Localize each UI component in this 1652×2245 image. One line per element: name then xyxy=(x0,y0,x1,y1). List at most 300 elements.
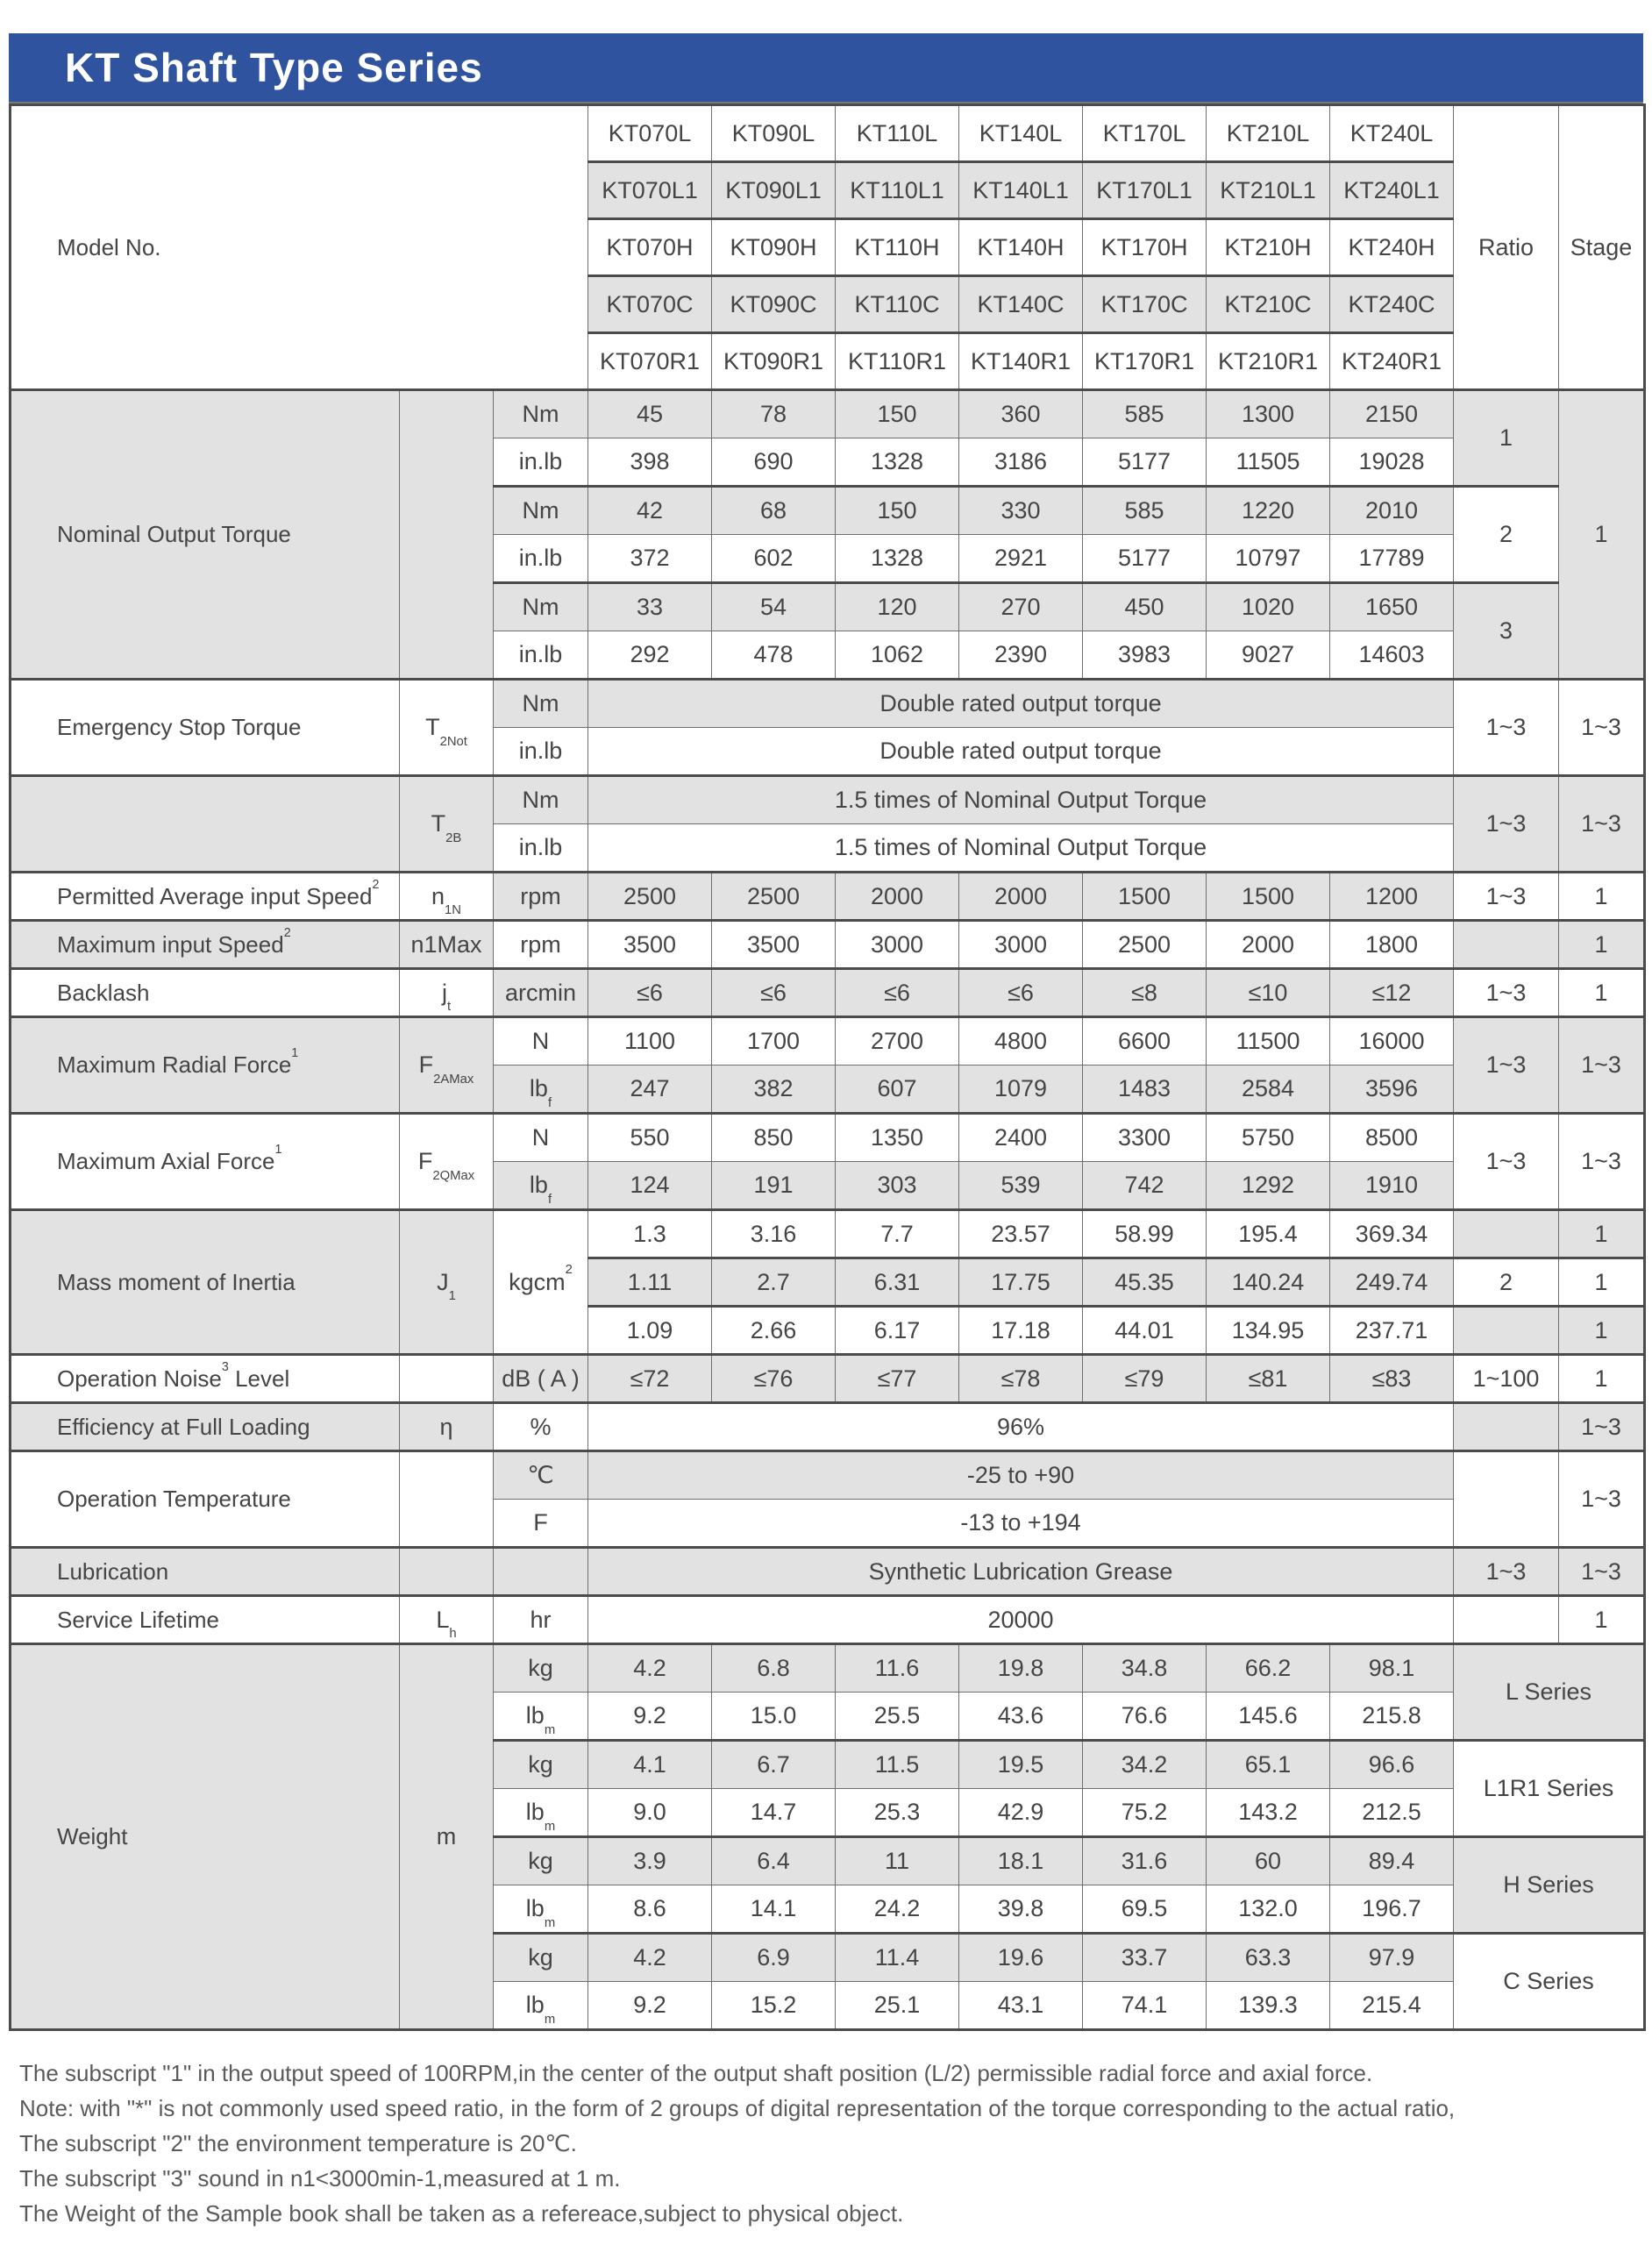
value-cell: 2.7 xyxy=(712,1258,836,1307)
value-cell: 1.09 xyxy=(588,1307,712,1355)
value-cell: 9.2 xyxy=(588,1693,712,1741)
value-cell: 16000 xyxy=(1330,1017,1454,1065)
model-cell: KT210L xyxy=(1207,105,1330,162)
value-cell: 63.3 xyxy=(1207,1934,1330,1982)
symbol-cell: n1Max xyxy=(400,921,494,969)
stage-value: 1~3 xyxy=(1559,776,1645,873)
value-cell: 89.4 xyxy=(1330,1837,1454,1885)
spec-row xyxy=(11,1451,1645,1500)
value-cell: -13 to +194 xyxy=(588,1500,1454,1548)
value-cell: 60 xyxy=(1207,1837,1330,1885)
footnote-line: The subscript "1" in the output speed of 100RPM,in the center of the output shaft position (L/2) permissible radial force and axial force. xyxy=(19,2060,1373,2086)
stage-value: 1~3 xyxy=(1559,1548,1645,1596)
value-cell: 11 xyxy=(836,1837,959,1885)
stage-value: 1 xyxy=(1559,1596,1645,1644)
value-cell: 69.5 xyxy=(1083,1885,1207,1934)
value-cell: Synthetic Lubrication Grease xyxy=(588,1548,1454,1596)
value-cell: 6.7 xyxy=(712,1741,836,1789)
value-cell: 2700 xyxy=(836,1017,959,1065)
value-cell: 44.01 xyxy=(1083,1307,1207,1355)
value-cell: 303 xyxy=(836,1162,959,1210)
value-cell: 2000 xyxy=(959,873,1083,921)
model-cell: KT110L1 xyxy=(836,162,959,219)
row-label: Service Lifetime xyxy=(11,1596,400,1644)
model-cell: KT090R1 xyxy=(712,333,836,390)
spec-row xyxy=(11,1210,1645,1258)
value-cell: 3500 xyxy=(588,921,712,969)
value-cell: 1483 xyxy=(1083,1065,1207,1114)
spec-row xyxy=(11,390,1645,438)
ratio-header: Ratio xyxy=(1454,105,1559,390)
value-cell: 1500 xyxy=(1083,873,1207,921)
value-cell: 42 xyxy=(588,487,712,535)
spec-row xyxy=(11,969,1645,1017)
value-cell: ≤10 xyxy=(1207,969,1330,1017)
value-cell: 382 xyxy=(712,1065,836,1114)
value-cell: 124 xyxy=(588,1162,712,1210)
value-cell: 550 xyxy=(588,1114,712,1162)
value-cell: ≤12 xyxy=(1330,969,1454,1017)
row-label: Maximum Axial Force$^1$ xyxy=(11,1114,400,1210)
value-cell: ≤6 xyxy=(959,969,1083,1017)
stage-value: 1 xyxy=(1559,390,1645,680)
row-label: Operation Temperature xyxy=(11,1451,400,1548)
value-cell: 11505 xyxy=(1207,438,1330,487)
model-cell: KT090L1 xyxy=(712,162,836,219)
stage-value: 1~3 xyxy=(1559,1114,1645,1210)
footnote-line: The subscript "3" sound in n1<3000min-1,measured at 1 m. xyxy=(19,2165,621,2192)
footnote-line: Note: with "*" is not commonly used speed ratio, in the form of 2 groups of digital representation of the torque corresponding to the actual ratio, xyxy=(19,2095,1456,2121)
unit-cell: in.lb xyxy=(494,824,588,873)
value-cell: 14.7 xyxy=(712,1789,836,1837)
model-cell: KT210R1 xyxy=(1207,333,1330,390)
value-cell: 2400 xyxy=(959,1114,1083,1162)
value-cell: 8500 xyxy=(1330,1114,1454,1162)
title-bar xyxy=(9,33,1643,103)
stage-value: 1 xyxy=(1559,873,1645,921)
value-cell: 15.0 xyxy=(712,1693,836,1741)
footnotes xyxy=(19,2056,1643,2231)
value-cell: 20000 xyxy=(588,1596,1454,1644)
value-cell: 2500 xyxy=(712,873,836,921)
stage-value: 1 xyxy=(1559,921,1645,969)
model-cell: KT090C xyxy=(712,276,836,333)
spec-row xyxy=(11,1355,1645,1403)
ratio-value: 1~3 xyxy=(1454,1548,1559,1596)
value-cell: 1292 xyxy=(1207,1162,1330,1210)
stage-value: 1~3 xyxy=(1559,1017,1645,1114)
value-cell: 191 xyxy=(712,1162,836,1210)
symbol-cell xyxy=(400,390,494,680)
spec-row xyxy=(11,1017,1645,1065)
unit-cell: kg xyxy=(494,1934,588,1982)
value-cell: 2000 xyxy=(1207,921,1330,969)
unit-cell: Nm xyxy=(494,776,588,824)
value-cell: 1020 xyxy=(1207,583,1330,631)
unit-cell: Nm xyxy=(494,680,588,728)
value-cell: 58.99 xyxy=(1083,1210,1207,1258)
value-cell: 2.66 xyxy=(712,1307,836,1355)
model-cell: KT170L xyxy=(1083,105,1207,162)
ratio-value xyxy=(1454,1307,1559,1355)
model-cell: KT070R1 xyxy=(588,333,712,390)
value-cell: 478 xyxy=(712,631,836,680)
value-cell: 139.3 xyxy=(1207,1982,1330,2030)
model-cell: KT110R1 xyxy=(836,333,959,390)
unit-cell: N xyxy=(494,1114,588,1162)
value-cell: 19.5 xyxy=(959,1741,1083,1789)
value-cell: 6.8 xyxy=(712,1644,836,1693)
ratio-value: 1 xyxy=(1454,390,1559,487)
value-cell: 31.6 xyxy=(1083,1837,1207,1885)
value-cell: 33 xyxy=(588,583,712,631)
unit-cell xyxy=(494,1548,588,1596)
value-cell: 398 xyxy=(588,438,712,487)
model-cell: KT240L1 xyxy=(1330,162,1454,219)
ratio-value xyxy=(1454,1451,1559,1548)
ratio-value xyxy=(1454,1596,1559,1644)
unit-cell: in.lb xyxy=(494,438,588,487)
value-cell: ≤83 xyxy=(1330,1355,1454,1403)
ratio-value: 1~3 xyxy=(1454,1017,1559,1114)
value-cell: 18.1 xyxy=(959,1837,1083,1885)
value-cell: 150 xyxy=(836,390,959,438)
unit-cell: % xyxy=(494,1403,588,1451)
model-cell: KT140H xyxy=(959,219,1083,276)
unit-cell: arcmin xyxy=(494,969,588,1017)
stage-value: 1 xyxy=(1559,1210,1645,1258)
value-cell: ≤76 xyxy=(712,1355,836,1403)
value-cell: Double rated output torque xyxy=(588,728,1454,776)
value-cell: 11.6 xyxy=(836,1644,959,1693)
value-cell: 4.2 xyxy=(588,1644,712,1693)
unit-cell: kg xyxy=(494,1644,588,1693)
value-cell: 5750 xyxy=(1207,1114,1330,1162)
model-cell: KT210L1 xyxy=(1207,162,1330,219)
value-cell: 1200 xyxy=(1330,873,1454,921)
value-cell: 11.4 xyxy=(836,1934,959,1982)
value-cell: 43.6 xyxy=(959,1693,1083,1741)
row-label: Efficiency at Full Loading xyxy=(11,1403,400,1451)
series-label: C Series xyxy=(1454,1934,1645,2030)
value-cell: 6.4 xyxy=(712,1837,836,1885)
value-cell: 607 xyxy=(836,1065,959,1114)
symbol-cell xyxy=(400,1355,494,1403)
unit-cell: hr xyxy=(494,1596,588,1644)
value-cell: ≤8 xyxy=(1083,969,1207,1017)
value-cell: 1062 xyxy=(836,631,959,680)
value-cell: 539 xyxy=(959,1162,1083,1210)
model-cell: KT210H xyxy=(1207,219,1330,276)
unit-cell: $lb_f$ xyxy=(494,1065,588,1114)
series-label: L Series xyxy=(1454,1644,1645,1741)
value-cell: 25.1 xyxy=(836,1982,959,2030)
value-cell: 7.7 xyxy=(836,1210,959,1258)
value-cell: 3596 xyxy=(1330,1065,1454,1114)
ratio-value: 1~100 xyxy=(1454,1355,1559,1403)
model-cell: KT110L xyxy=(836,105,959,162)
unit-cell: in.lb xyxy=(494,631,588,680)
unit-cell: dB ( A ) xyxy=(494,1355,588,1403)
unit-cell: $lb_f$ xyxy=(494,1162,588,1210)
model-cell: KT090H xyxy=(712,219,836,276)
stage-value: 1~3 xyxy=(1559,1451,1645,1548)
value-cell: 3.9 xyxy=(588,1837,712,1885)
unit-cell: in.lb xyxy=(494,728,588,776)
value-cell: 65.1 xyxy=(1207,1741,1330,1789)
model-cell: KT240H xyxy=(1330,219,1454,276)
value-cell: 1.5 times of Nominal Output Torque xyxy=(588,824,1454,873)
stage-value: 1 xyxy=(1559,1355,1645,1403)
unit-cell: Nm xyxy=(494,583,588,631)
spec-row xyxy=(11,873,1645,921)
value-cell: 1079 xyxy=(959,1065,1083,1114)
value-cell: 134.95 xyxy=(1207,1307,1330,1355)
value-cell: 360 xyxy=(959,390,1083,438)
unit-cell: $lb_m$ xyxy=(494,1693,588,1741)
value-cell: 1650 xyxy=(1330,583,1454,631)
value-cell: 17.75 xyxy=(959,1258,1083,1307)
model-no-label: Model No. xyxy=(11,105,588,390)
model-cell: KT070L xyxy=(588,105,712,162)
model-cell: KT170L1 xyxy=(1083,162,1207,219)
unit-cell: $lb_m$ xyxy=(494,1789,588,1837)
spec-row xyxy=(11,1596,1645,1644)
value-cell: 1500 xyxy=(1207,873,1330,921)
model-cell: KT090L xyxy=(712,105,836,162)
value-cell: 237.71 xyxy=(1330,1307,1454,1355)
value-cell: 145.6 xyxy=(1207,1693,1330,1741)
value-cell: 45.35 xyxy=(1083,1258,1207,1307)
value-cell: 249.74 xyxy=(1330,1258,1454,1307)
value-cell: 9027 xyxy=(1207,631,1330,680)
value-cell: 74.1 xyxy=(1083,1982,1207,2030)
spec-row xyxy=(11,1403,1645,1451)
value-cell: 196.7 xyxy=(1330,1885,1454,1934)
value-cell: 11500 xyxy=(1207,1017,1330,1065)
value-cell: 4.2 xyxy=(588,1934,712,1982)
ratio-value: 1~3 xyxy=(1454,680,1559,776)
value-cell: 76.6 xyxy=(1083,1693,1207,1741)
value-cell: 330 xyxy=(959,487,1083,535)
value-cell: 212.5 xyxy=(1330,1789,1454,1837)
value-cell: 3983 xyxy=(1083,631,1207,680)
model-cell: KT070C xyxy=(588,276,712,333)
value-cell: 33.7 xyxy=(1083,1934,1207,1982)
row-label: Lubrication xyxy=(11,1548,400,1596)
unit-cell: $lb_m$ xyxy=(494,1982,588,2030)
model-cell: KT070L1 xyxy=(588,162,712,219)
model-cell: KT070H xyxy=(588,219,712,276)
value-cell: 6.31 xyxy=(836,1258,959,1307)
ratio-value: 2 xyxy=(1454,1258,1559,1307)
value-cell: 4.1 xyxy=(588,1741,712,1789)
stage-value: 1~3 xyxy=(1559,680,1645,776)
value-cell: 3000 xyxy=(959,921,1083,969)
value-cell: 25.5 xyxy=(836,1693,959,1741)
value-cell: 2390 xyxy=(959,631,1083,680)
ratio-value: 1~3 xyxy=(1454,776,1559,873)
value-cell: 270 xyxy=(959,583,1083,631)
value-cell: 372 xyxy=(588,535,712,583)
value-cell: 15.2 xyxy=(712,1982,836,2030)
value-cell: ≤6 xyxy=(836,969,959,1017)
symbol-cell: $F_{2QMax}$ xyxy=(400,1114,494,1210)
value-cell: 3300 xyxy=(1083,1114,1207,1162)
ratio-value: 1~3 xyxy=(1454,969,1559,1017)
stage-header: Stage xyxy=(1559,105,1645,390)
value-cell: 150 xyxy=(836,487,959,535)
value-cell: 34.8 xyxy=(1083,1644,1207,1693)
value-cell: 585 xyxy=(1083,390,1207,438)
header-row xyxy=(11,105,1645,162)
value-cell: 5177 xyxy=(1083,438,1207,487)
symbol-cell: $T_{2B}$ xyxy=(400,776,494,873)
ratio-value: 1~3 xyxy=(1454,873,1559,921)
stage-value: 1~3 xyxy=(1559,1403,1645,1451)
value-cell: 1300 xyxy=(1207,390,1330,438)
symbol-cell: m xyxy=(400,1644,494,2030)
model-cell: KT140C xyxy=(959,276,1083,333)
symbol-cell xyxy=(400,1451,494,1548)
value-cell: ≤6 xyxy=(712,969,836,1017)
value-cell: 39.8 xyxy=(959,1885,1083,1934)
value-cell: 23.57 xyxy=(959,1210,1083,1258)
ratio-value xyxy=(1454,921,1559,969)
symbol-cell xyxy=(400,1548,494,1596)
value-cell: 2584 xyxy=(1207,1065,1330,1114)
row-label: Permitted Average input Speed$^2$ xyxy=(11,873,400,921)
value-cell: 17.18 xyxy=(959,1307,1083,1355)
unit-cell: kgcm$^2$ xyxy=(494,1210,588,1355)
row-label: Maximum input Speed$^2$ xyxy=(11,921,400,969)
value-cell: 6.17 xyxy=(836,1307,959,1355)
value-cell: 4800 xyxy=(959,1017,1083,1065)
row-label: Nominal Output Torque xyxy=(11,390,400,680)
model-cell: KT240L xyxy=(1330,105,1454,162)
symbol-cell: $j_t$ xyxy=(400,969,494,1017)
model-cell: KT170H xyxy=(1083,219,1207,276)
value-cell: 2921 xyxy=(959,535,1083,583)
unit-cell: Nm xyxy=(494,487,588,535)
value-cell: 17789 xyxy=(1330,535,1454,583)
value-cell: 1100 xyxy=(588,1017,712,1065)
row-label: Weight xyxy=(11,1644,400,2030)
value-cell: 602 xyxy=(712,535,836,583)
value-cell: 43.1 xyxy=(959,1982,1083,2030)
value-cell: 1.3 xyxy=(588,1210,712,1258)
model-cell: KT170R1 xyxy=(1083,333,1207,390)
value-cell: 1700 xyxy=(712,1017,836,1065)
value-cell: ≤78 xyxy=(959,1355,1083,1403)
value-cell: 42.9 xyxy=(959,1789,1083,1837)
unit-cell: kg xyxy=(494,1837,588,1885)
row-label xyxy=(11,776,400,873)
stage-value: 1 xyxy=(1559,1307,1645,1355)
value-cell: 2500 xyxy=(1083,921,1207,969)
value-cell: 19.8 xyxy=(959,1644,1083,1693)
value-cell: 1800 xyxy=(1330,921,1454,969)
value-cell: 68 xyxy=(712,487,836,535)
series-label: H Series xyxy=(1454,1837,1645,1934)
unit-cell: N xyxy=(494,1017,588,1065)
value-cell: 9.0 xyxy=(588,1789,712,1837)
value-cell: ≤79 xyxy=(1083,1355,1207,1403)
spec-table-body xyxy=(11,105,1645,2030)
value-cell: 1.5 times of Nominal Output Torque xyxy=(588,776,1454,824)
value-cell: 19.6 xyxy=(959,1934,1083,1982)
value-cell: ≤77 xyxy=(836,1355,959,1403)
value-cell: ≤6 xyxy=(588,969,712,1017)
value-cell: Double rated output torque xyxy=(588,680,1454,728)
spec-row xyxy=(11,1114,1645,1162)
ratio-value xyxy=(1454,1210,1559,1258)
unit-cell: F xyxy=(494,1500,588,1548)
value-cell: 6.9 xyxy=(712,1934,836,1982)
value-cell: 9.2 xyxy=(588,1982,712,2030)
unit-cell: kg xyxy=(494,1741,588,1789)
value-cell: 66.2 xyxy=(1207,1644,1330,1693)
spec-row xyxy=(11,776,1645,824)
model-cell: KT140L xyxy=(959,105,1083,162)
value-cell: 3000 xyxy=(836,921,959,969)
value-cell: 850 xyxy=(712,1114,836,1162)
value-cell: 1910 xyxy=(1330,1162,1454,1210)
row-label: Backlash xyxy=(11,969,400,1017)
value-cell: 98.1 xyxy=(1330,1644,1454,1693)
symbol-cell: $L_h$ xyxy=(400,1596,494,1644)
value-cell: 45 xyxy=(588,390,712,438)
unit-cell: rpm xyxy=(494,921,588,969)
value-cell: 140.24 xyxy=(1207,1258,1330,1307)
value-cell: -25 to +90 xyxy=(588,1451,1454,1500)
model-cell: KT210C xyxy=(1207,276,1330,333)
value-cell: 1220 xyxy=(1207,487,1330,535)
symbol-cell: $T_{2Not}$ xyxy=(400,680,494,776)
value-cell: 690 xyxy=(712,438,836,487)
spec-table xyxy=(9,103,1646,2031)
unit-cell: in.lb xyxy=(494,535,588,583)
ratio-value xyxy=(1454,1403,1559,1451)
value-cell: 3500 xyxy=(712,921,836,969)
value-cell: 2010 xyxy=(1330,487,1454,535)
spec-row xyxy=(11,680,1645,728)
symbol-cell: $n_{1N}$ xyxy=(400,873,494,921)
model-cell: KT110C xyxy=(836,276,959,333)
footnote-line: The subscript "2" the environment temperature is 20℃. xyxy=(19,2130,577,2156)
value-cell: 78 xyxy=(712,390,836,438)
value-cell: ≤81 xyxy=(1207,1355,1330,1403)
value-cell: 143.2 xyxy=(1207,1789,1330,1837)
value-cell: 450 xyxy=(1083,583,1207,631)
value-cell: 5177 xyxy=(1083,535,1207,583)
model-cell: KT140L1 xyxy=(959,162,1083,219)
unit-cell: $lb_m$ xyxy=(494,1885,588,1934)
value-cell: 11.5 xyxy=(836,1741,959,1789)
value-cell: 2000 xyxy=(836,873,959,921)
ratio-value: 3 xyxy=(1454,583,1559,680)
value-cell: 10797 xyxy=(1207,535,1330,583)
value-cell: ≤72 xyxy=(588,1355,712,1403)
value-cell: 742 xyxy=(1083,1162,1207,1210)
symbol-cell: $J_1$ xyxy=(400,1210,494,1355)
stage-value: 1 xyxy=(1559,969,1645,1017)
page-title: KT Shaft Type Series xyxy=(65,45,483,90)
row-label: Maximum Radial Force$^1$ xyxy=(11,1017,400,1114)
value-cell: 24.2 xyxy=(836,1885,959,1934)
stage-value: 1 xyxy=(1559,1258,1645,1307)
value-cell: 96% xyxy=(588,1403,1454,1451)
